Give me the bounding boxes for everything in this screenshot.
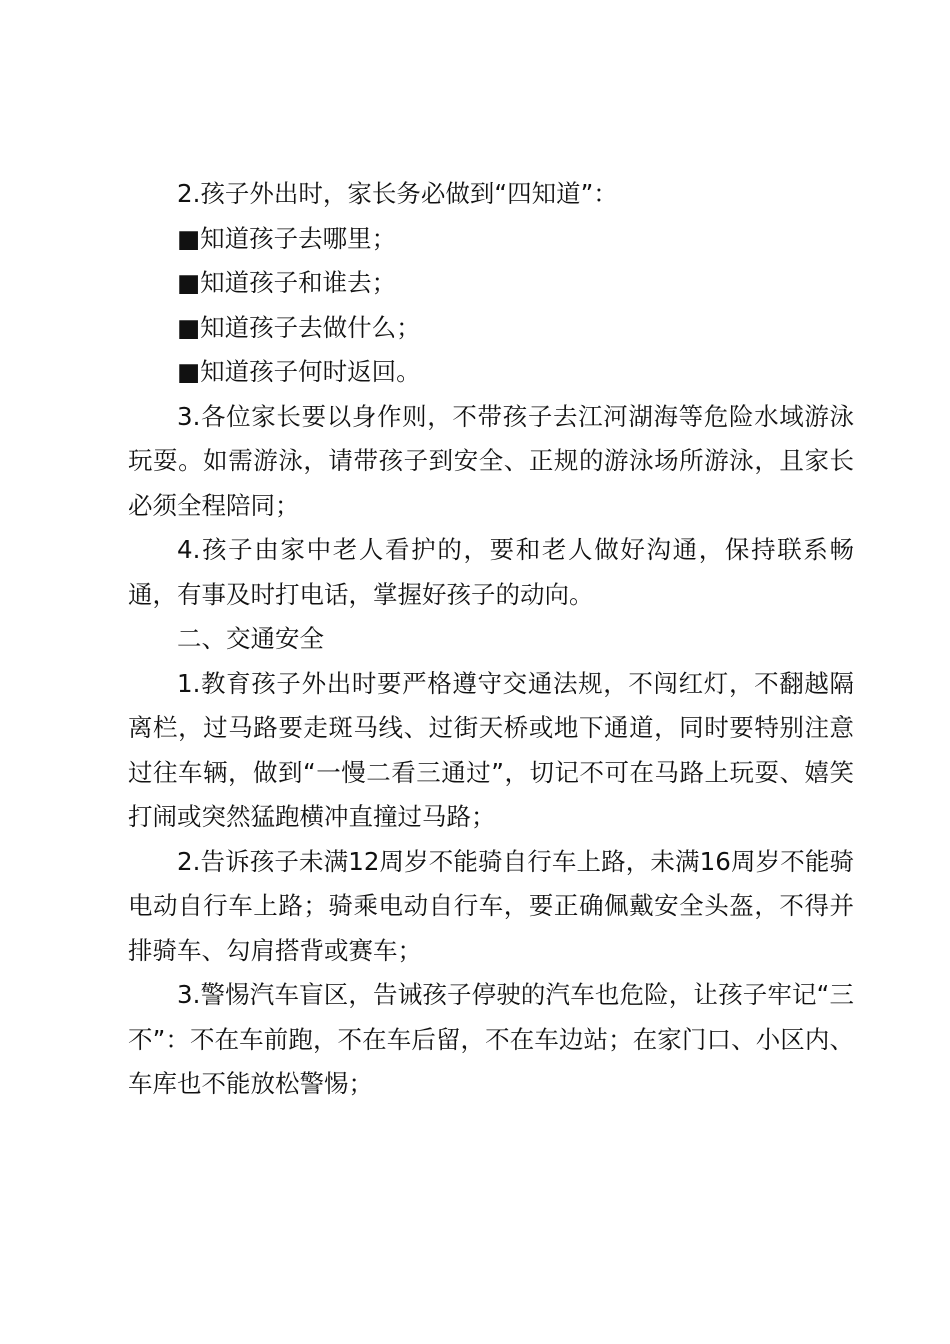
bullet-know-when-return: ■知道孩子何时返回。 <box>177 357 421 386</box>
section-heading-traffic-safety: 二、交通安全 <box>177 624 324 653</box>
paragraph-four-knows-intro: 2.孩子外出时，家长务必做到“四知道”： <box>177 179 618 208</box>
bullet-know-where: ■知道孩子去哪里； <box>177 223 397 253</box>
bullet-know-with-whom: ■知道孩子和谁去； <box>177 268 397 297</box>
paragraph-swimming-safety: 3.各位家长要以身作则，不带孩子去江河湖海等危险水域游泳玩耍。如需游泳，请带孩子到安全、正规的游泳场所游泳，且家长必须全程陪同； <box>128 401 854 520</box>
paragraph-bicycle-age: 2.告诉孩子未满12周岁不能骑自行车上路，未满16周岁不能骑电动自行车上路；骑乘电动自行车，要正确佩戴安全头盔，不得并排骑车、勾肩搭背或赛车； <box>128 846 854 965</box>
paragraph-traffic-rules: 1.教育孩子外出时要严格遵守交通法规，不闯红灯，不翻越隔离栏，过马路要走斑马线、过街天桥或地下通道，同时要特别注意过往车辆，做到“一慢二看三通过”，切记不可在马路上玩耍、嬉笑打闹或突然猛跑横冲直撞过马路； <box>128 668 854 831</box>
paragraph-blind-spot: 3.警惕汽车盲区，告诫孩子停驶的汽车也危险，让孩子牢记“三不”：不在车前跑，不在车后留，不在车边站；在家门口、小区内、车库也不能放松警惕； <box>128 980 854 1098</box>
document-body <box>128 172 854 1107</box>
bullet-know-what: ■知道孩子去做什么； <box>177 312 421 342</box>
paragraph-elder-care: 4.孩子由家中老人看护的，要和老人做好沟通，保持联系畅通，有事及时打电话，掌握好孩子的动向。 <box>128 535 854 609</box>
